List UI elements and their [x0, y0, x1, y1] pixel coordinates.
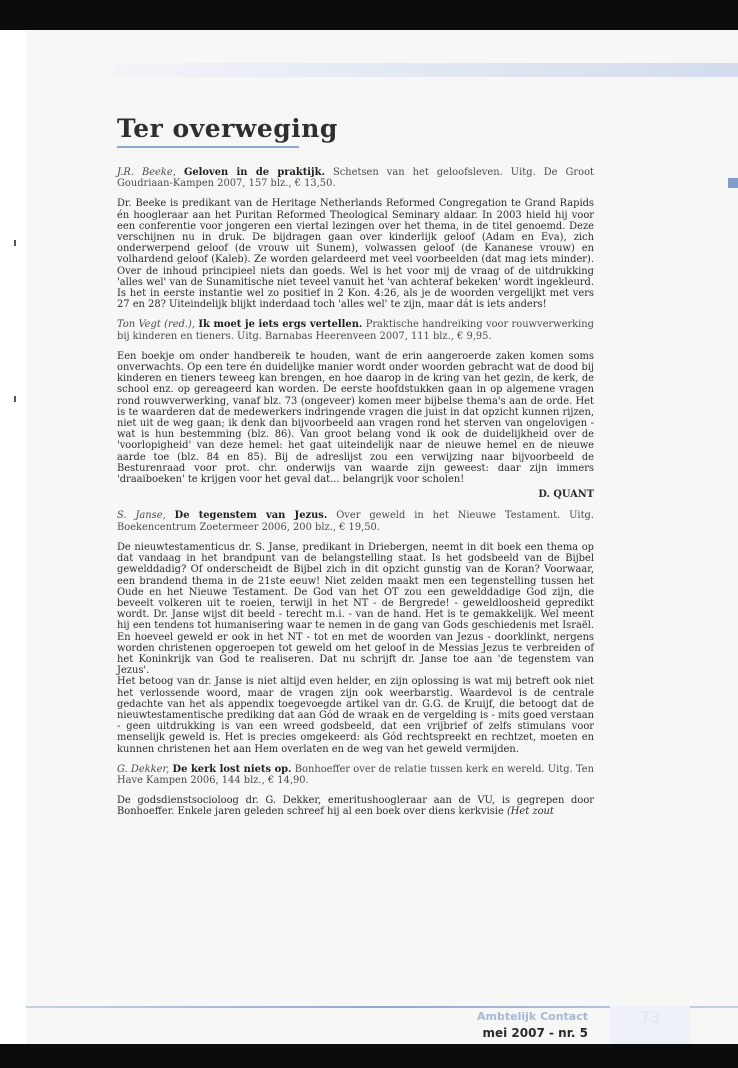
scan-top-border [0, 0, 738, 30]
review-paragraph: Dr. Beeke is predikant van de Heritage Netherlands Reformed Congregation te Grand Rapids én hoogleraar aan het Puritan Reformed Theological Seminary aldaar. In 2003 hield hij voor een conferentie voor jongeren een viertal lezingen over het thema, in de titel genoemd. Deze verschijnen nu in druk. De bijdragen gaan over kinderlijk geloof (Adam en Eva), zich onderwerpend geloof (de vrouw uit Sunem), volwassen geloof (de Kananese vrouw) en volhardend geloof (Kaleb). Ze worden gelardeerd met veel voorbeelden (dat mag iets minder). Over de inhoud principieel niets dan goeds. Wel is het voor mij de vraag of de uitdrukking 'alles wel' van de Sunamitische niet teveel vanuit het 'van achteraf bekeken' wordt ingekleurd. Is het in eerste instantie wel zo positief in 2 Kon. 4:26, als je de woorden vergelijkt met vers 27 en 28? Uiteindelijk blijkt inderdaad toch 'alles wel' te zijn, maar dát is iets anders! [117, 198, 594, 311]
review-reference [117, 510, 594, 532]
review-paragraph: Het betoog van dr. Janse is niet altijd even helder, en zijn oplossing is wat mij betreft ook niet het verlossende woord, maar de vragen zijn ook weerbarstig. Waardevol is de centrale gedachte van het als appendix toegevoegde artikel van dr. G.G. de Kruijf, die betoogt dat de nieuwtestamentische prediking dat aan Gód de wraak en de vergelding is - mits goed verstaan - geen uitdrukking is van een wreed godsbeeld, dat een vrijbrief of zelfs stimulans voor menselijk geweld is. Het is precies omgekeerd: als Gód rechtspreekt en rechtzet, moeten en kunnen christenen het aan Hem overlaten en de weg van het geweld vermijden. [117, 676, 594, 755]
review-text-italic: (Het zout [506, 806, 554, 818]
review-author: J.R. Beeke, [117, 167, 176, 178]
side-tab-marker [728, 178, 738, 188]
margin-tick [14, 396, 16, 402]
review-details: Over geweld in het Nieuwe Testament. Uitg. Boekencentrum Zoetermeer 2006, 200 blz., € 19,50. [117, 510, 595, 533]
journal-name: Ambtelijk Contact [477, 1010, 588, 1023]
review-details: Bonhoeffer over de relatie tussen kerk en wereld. Uitg. Ten Have Kampen 2006, 144 blz., € 14,90. [117, 763, 594, 786]
review-book-title: De tegenstem van Jezus. [174, 510, 328, 522]
reviewer-signature: D. QUANT [538, 489, 594, 501]
header-band [114, 63, 738, 77]
page-title: Ter overweging [117, 114, 338, 143]
scan-left-margin [0, 30, 26, 1068]
review-details: Schetsen van het geloofsleven. Uitg. De Groot Goudriaan-Kampen 2007, 157 blz., € 13,50. [117, 167, 595, 190]
title-underline [117, 146, 299, 148]
margin-tick [14, 240, 16, 246]
review-book-title: Geloven in de praktijk. [183, 167, 325, 178]
scan-bottom-border [0, 1044, 738, 1068]
review-reference [117, 319, 594, 341]
article-body [117, 167, 594, 827]
review-reference [117, 167, 594, 189]
review-paragraph: De nieuwtestamenticus dr. S. Janse, predikant in Driebergen, neemt in dit boek een thema op dat vandaag in het brandpunt van de belangstelling staat. Is het godsbeeld van de Bijbel gewelddadig? Of onderscheidt de Bijbel zich in dit opzicht gunstig van de Koran? Voorwaar, een brandend thema in de 21ste eeuw! Niet zelden maakt men een tegenstelling tussen het Oude en het Nieuwe Testament. De God van het OT zou een gewelddadige God zijn, die beveelt volkeren uit te roeien, terwijl in het NT - de Bergrede! - geweldloosheid gepredikt wordt. Dr. Janse wijst dit beeld - terecht m.i. - van de hand. Het is te gemakkelijk. Wel meent hij een tendens tot humanisering waar te nemen in de gang van Gods geschiedenis met Israël. En hoeveel geweld er ook in het NT - tot en met de woorden van Jezus - doorklinkt, nergens worden christenen opgeroepen tot geweld om het geloof in de Messias Jezus te verbreiden of het Koninkrijk van God te realiseren. Dat nu schrijft dr. Janse toe aan 'de tegenstem van Jezus'. [117, 541, 594, 677]
review-reference [117, 764, 594, 786]
review-author: S. Janse, [117, 510, 166, 522]
issue-label: mei 2007 - nr. 5 [482, 1026, 588, 1040]
page-number: 73 [640, 1008, 661, 1027]
review-details: Praktische handreiking voor rouwverwerking bij kinderen en tieners. Uitg. Barnabas Heerenveen 2007, 111 blz., € 9,95. [117, 319, 594, 342]
review-author: G. Dekker, [117, 763, 170, 775]
review-paragraph [117, 795, 594, 817]
review-author: Ton Vegt (red.), [117, 319, 196, 331]
review-paragraph: Een boekje om onder handbereik te houden, want de erin aangeroerde zaken komen soms onverwachts. Op een tere én duidelijke manier wordt onder woorden gebracht wat de dood bij kinderen en tieners teweeg kan brengen, en hoe daarop in de kring van het gezin, de kerk, de school enz. op gereageerd kan worden. De eerste hoofdstukken gaan in op algemene vragen rond rouwverwerking, vanaf blz. 73 (ongeveer) komen meer bijbelse thema's aan de orde. Het is te waarderen dat de medewerkers indringende vragen die juist in dat opzicht kunnen rijzen, niet uit de weg gaan; ik denk dan bijvoorbeeld aan vragen rond het sterven van ongelovigen - wat is hun bestemming (blz. 86). Van groot belang vond ik ook de duidelijkheid over de 'voorlopigheid' van deze hemel: het gaat uiteindelijk naar de nieuwe hemel en de nieuwe aarde toe (blz. 84 en 85). Bij de adreslijst zou een verwijzing naar bijvoorbeeld de Besturenraad voor prot. chr. onderwijs van waarde zijn geweest: daar zijn immers 'draaiboeken' te krijgen voor het geval dat... belangrijk voor scholen! [117, 350, 594, 486]
review-book-title: Ik moet je iets ergs vertellen. [198, 319, 363, 331]
review-book-title: De kerk lost niets op. [172, 763, 292, 775]
review-text: De godsdienstsocioloog dr. G. Dekker, emeritushoogleraar aan de VU, is gegrepen door Bonhoeffer. Enkele jaren geleden schreef hij al een boek over diens kerkvisie [117, 795, 594, 818]
